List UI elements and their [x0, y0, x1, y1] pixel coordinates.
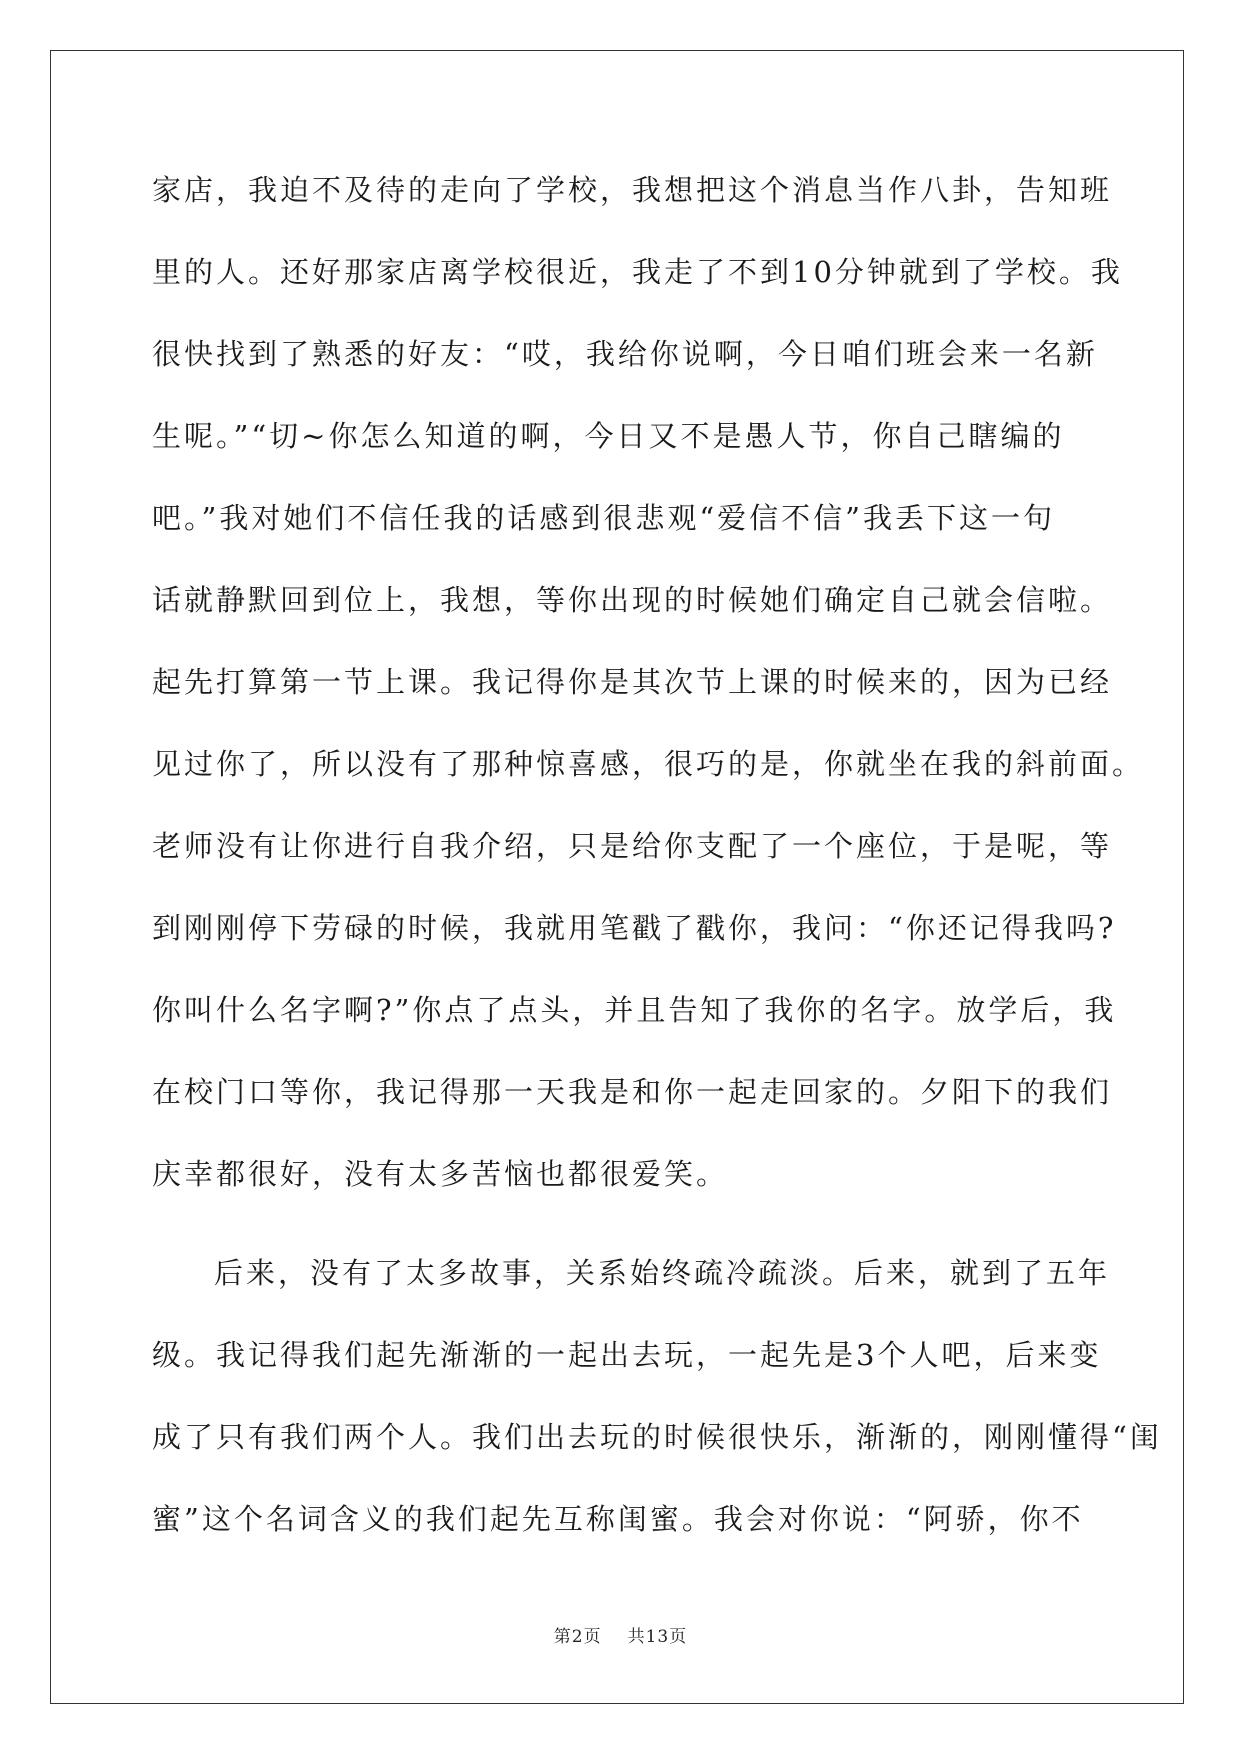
text-line: 里的人。还好那家店离学校很近，我走了不到10分钟就到了学校。我 [152, 255, 1123, 289]
text-line: 很快找到了熟悉的好友：“哎，我给你说啊，今日咱们班会来一名新 [152, 337, 1098, 371]
text-line: 到刚刚停下劳碌的时候，我就用笔戳了戳你，我问：“你还记得我吗? [152, 911, 1117, 945]
text-line: 吧。”我对她们不信任我的话感到很悲观“爱信不信”我丢下这一句 [152, 501, 1055, 535]
text-line: 成了只有我们两个人。我们出去玩的时候很快乐，渐渐的，刚刚懂得“闺 [152, 1420, 1162, 1454]
paragraph-1 [152, 160, 1145, 1226]
text-line: 你叫什么名字啊?”你点了点头，并且告知了我你的名字。放学后，我 [152, 993, 1117, 1027]
page-footer [0, 1622, 1241, 1647]
text-line: 在校门口等你，我记得那一天我是和你一起走回家的。夕阳下的我们 [152, 1075, 1113, 1109]
text-line: 蜜”这个名词含义的我们起先互称闺蜜。我会对你说：“阿骄，你不 [152, 1502, 1084, 1536]
text-line: 话就静默回到位上，我想，等你出现的时候她们确定自己就会信啦。 [152, 583, 1113, 617]
text-line: 老师没有让你进行自我介绍，只是给你支配了一个座位，于是呢，等 [152, 829, 1113, 863]
page-number: 第2页 [553, 1627, 602, 1647]
text-line: 起先打算第一节上课。我记得你是其次节上课的时候来的，因为已经 [152, 665, 1113, 699]
text-line: 生呢。”“切~你怎么知道的啊，今日又不是愚人节，你自己瞎编的 [152, 419, 1065, 453]
paragraph-2 [152, 1243, 1162, 1571]
text-line: 庆幸都很好，没有太多苦恼也都很爱笑。 [152, 1157, 729, 1191]
text-line: 后来，没有了太多故事，关系始终疏冷疏淡。后来，就到了五年 [214, 1256, 1111, 1290]
page-total: 共13页 [627, 1627, 688, 1647]
text-line: 见过你了，所以没有了那种惊喜感，很巧的是，你就坐在我的斜前面。 [152, 747, 1145, 781]
text-line: 家店，我迫不及待的走向了学校，我想把这个消息当作八卦，告知班 [152, 173, 1113, 207]
document-body [152, 160, 1162, 1571]
text-line: 级。我记得我们起先渐渐的一起出去玩，一起先是3个人吧，后来变 [152, 1338, 1102, 1372]
